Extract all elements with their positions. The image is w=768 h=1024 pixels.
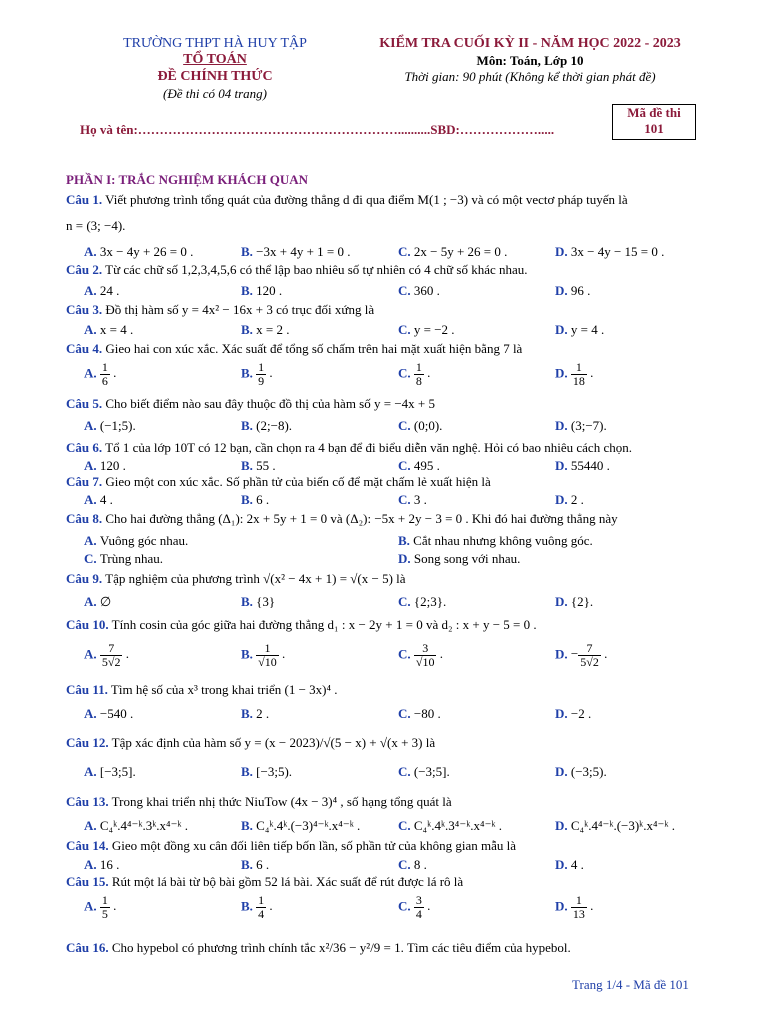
option-b[interactable] bbox=[241, 458, 276, 474]
option-value: 2 . bbox=[570, 492, 584, 507]
exam-code: 101 bbox=[644, 121, 664, 136]
option-d[interactable] bbox=[555, 818, 675, 834]
option-letter: B. bbox=[398, 533, 414, 548]
option-value: 4 . bbox=[570, 857, 584, 872]
option-letter: B. bbox=[241, 322, 257, 337]
option-b[interactable] bbox=[241, 764, 292, 780]
question-text: Cho hai đường thẳng (Δ₁): 2x + 5y + 1 = 0 và (Δ₂): −5x + 2y − 3 = 0 . Khi đó hai đường thẳng này bbox=[102, 511, 618, 526]
option-value: 8 . bbox=[413, 857, 427, 872]
option-letter: C. bbox=[398, 458, 414, 473]
option-c[interactable] bbox=[398, 818, 502, 834]
option-letter: C. bbox=[398, 283, 414, 298]
option-a[interactable] bbox=[84, 283, 119, 299]
option-letter: B. bbox=[241, 492, 257, 507]
option-d[interactable] bbox=[555, 283, 590, 299]
option-value: C₄ᵏ.4⁴⁻ᵏ.(−3)ᵏ.x⁴⁻ᵏ . bbox=[570, 818, 676, 833]
option-letter: D. bbox=[555, 706, 571, 721]
option-letter: A. bbox=[84, 898, 100, 914]
option-letter: D. bbox=[555, 418, 571, 433]
option-letter: D. bbox=[555, 594, 571, 609]
option-letter: C. bbox=[398, 857, 414, 872]
option-a[interactable] bbox=[84, 458, 126, 474]
option-letter: C. bbox=[398, 594, 414, 609]
option-letter: A. bbox=[84, 322, 100, 337]
department: TỔ TOÁN bbox=[183, 52, 247, 67]
option-c[interactable] bbox=[398, 894, 430, 921]
question-text: Tổ 1 của lớp 10T có 12 bạn, cần chọn ra 4 bạn để đi biểu diễn văn nghệ. Hỏi có bao nhiêu cách chọn. bbox=[102, 440, 632, 455]
option-letter: D. bbox=[555, 646, 571, 662]
option-value: $\frac{1}{18}$ . bbox=[572, 360, 594, 388]
option-value: Song song với nhau. bbox=[413, 551, 521, 566]
option-a[interactable] bbox=[84, 764, 136, 780]
option-c[interactable] bbox=[398, 418, 442, 434]
option-letter: D. bbox=[555, 764, 571, 779]
option-d[interactable] bbox=[555, 857, 584, 873]
question-label: Câu 15. bbox=[66, 874, 109, 889]
option-letter: B. bbox=[241, 818, 257, 833]
option-value: $\frac{3}{4}$ . bbox=[415, 893, 431, 921]
question-12 bbox=[66, 735, 706, 751]
question-text: Tập xác định của hàm số y = (x − 2023)/√(5 − x) + √(x + 3) là bbox=[108, 735, 436, 750]
option-value: $\frac{1}{√10}$ . bbox=[258, 641, 286, 669]
option-a[interactable] bbox=[84, 894, 116, 921]
option-value: C₄ᵏ.4⁴⁻ᵏ.3ᵏ.x⁴⁻ᵏ . bbox=[99, 818, 189, 833]
option-letter: A. bbox=[84, 365, 100, 381]
option-letter: C. bbox=[398, 244, 414, 259]
name-sbd-line: Họ và tên:……………………………………………………..........SBD:………………..... bbox=[80, 122, 555, 137]
option-value: −3x + 4y + 1 = 0 . bbox=[256, 244, 351, 259]
option-b[interactable] bbox=[241, 492, 269, 508]
question-16 bbox=[66, 940, 706, 956]
option-b[interactable] bbox=[241, 642, 285, 669]
option-a[interactable] bbox=[84, 322, 133, 338]
option-b[interactable] bbox=[241, 894, 273, 921]
option-value: x = 4 . bbox=[99, 322, 134, 337]
option-d[interactable] bbox=[555, 322, 604, 338]
option-letter: D. bbox=[555, 898, 571, 914]
question-text: Đồ thị hàm số y = 4x² − 16x + 3 có trục đối xứng là bbox=[102, 302, 375, 317]
option-c[interactable] bbox=[398, 361, 430, 388]
option-value: 6 . bbox=[256, 492, 270, 507]
option-value: (−1;5). bbox=[99, 418, 136, 433]
option-b[interactable] bbox=[241, 244, 351, 260]
question-11 bbox=[66, 682, 706, 698]
option-letter: A. bbox=[84, 458, 100, 473]
option-value: −540 . bbox=[99, 706, 134, 721]
question-text: Gieo hai con xúc xắc. Xác suất để tổng số chấm trên hai mặt xuất hiện bằng 7 là bbox=[102, 341, 523, 356]
pages-note: (Đề thi có 04 trang) bbox=[163, 86, 267, 101]
question-label: Câu 14. bbox=[66, 838, 109, 853]
option-letter: C. bbox=[398, 646, 414, 662]
question-label: Câu 1. bbox=[66, 192, 103, 207]
option-value: {2}. bbox=[570, 594, 594, 609]
option-b[interactable] bbox=[241, 818, 360, 834]
option-letter: A. bbox=[84, 244, 100, 259]
option-letter: B. bbox=[241, 706, 257, 721]
option-d[interactable] bbox=[555, 706, 591, 722]
option-letter: A. bbox=[84, 818, 100, 833]
option-value: −2 . bbox=[570, 706, 592, 721]
option-value: {2;3}. bbox=[413, 594, 447, 609]
option-b[interactable] bbox=[241, 857, 269, 873]
question-7 bbox=[66, 474, 706, 490]
question-label: Câu 16. bbox=[66, 940, 109, 955]
page-footer: Trang 1/4 - Mã đề 101 bbox=[572, 977, 689, 992]
option-d[interactable] bbox=[398, 551, 520, 567]
option-value: 360 . bbox=[413, 283, 440, 298]
exam-time: Thời gian: 90 phút (Không kể thời gian phát đề) bbox=[404, 69, 656, 84]
option-letter: D. bbox=[555, 818, 571, 833]
option-letter: A. bbox=[84, 533, 100, 548]
option-value: 4 . bbox=[99, 492, 113, 507]
option-d[interactable] bbox=[555, 764, 607, 780]
question-15 bbox=[66, 874, 706, 890]
option-value: $\frac{1}{4}$ . bbox=[258, 893, 273, 921]
option-a[interactable] bbox=[84, 361, 116, 388]
option-letter: A. bbox=[84, 418, 100, 433]
option-letter: B. bbox=[241, 244, 257, 259]
question-13 bbox=[66, 794, 706, 810]
exam-code-label: Mã đề thi bbox=[627, 105, 681, 120]
question-text: Gieo một con xúc xắc. Số phần tử của biến cố để mặt chấm lẻ xuất hiện là bbox=[102, 474, 491, 489]
option-letter: B. bbox=[241, 764, 257, 779]
option-value: C₄ᵏ.4ᵏ.(−3)⁴⁻ᵏ.x⁴⁻ᵏ . bbox=[256, 818, 361, 833]
option-letter: A. bbox=[84, 594, 100, 609]
option-c[interactable] bbox=[398, 492, 427, 508]
option-letter: D. bbox=[555, 365, 571, 381]
option-value: (−3;5]. bbox=[413, 764, 450, 779]
option-value: 24 . bbox=[99, 283, 120, 298]
option-letter: B. bbox=[241, 418, 257, 433]
option-a[interactable] bbox=[84, 533, 188, 549]
option-value: (0;0). bbox=[413, 418, 443, 433]
question-text-continued: n = (3; −4). bbox=[66, 218, 126, 233]
question-1 bbox=[66, 192, 706, 208]
option-value: Cắt nhau nhưng không vuông góc. bbox=[413, 533, 593, 548]
question-6 bbox=[66, 440, 706, 456]
option-value: 96 . bbox=[570, 283, 591, 298]
question-4 bbox=[66, 341, 706, 357]
subject: Môn: Toán, Lớp 10 bbox=[476, 53, 584, 68]
option-a[interactable] bbox=[84, 706, 133, 722]
question-label: Câu 11. bbox=[66, 682, 108, 697]
option-letter: D. bbox=[555, 857, 571, 872]
exam-code-box bbox=[612, 104, 696, 140]
option-value: $\frac{1}{9}$ . bbox=[258, 360, 273, 388]
option-a[interactable] bbox=[84, 418, 136, 434]
option-letter: A. bbox=[84, 646, 100, 662]
option-value: 3 . bbox=[413, 492, 427, 507]
exam-title: KIỂM TRA CUỐI KỲ II - NĂM HỌC 2022 - 2023 bbox=[379, 36, 681, 51]
option-value: ∅ bbox=[99, 594, 112, 609]
option-value: 3x − 4y − 15 = 0 . bbox=[570, 244, 665, 259]
question-14 bbox=[66, 838, 706, 854]
option-letter: D. bbox=[555, 283, 571, 298]
question-3 bbox=[66, 302, 706, 318]
option-c[interactable] bbox=[398, 244, 507, 260]
option-value: y = −2 . bbox=[413, 322, 455, 337]
option-letter: D. bbox=[555, 458, 571, 473]
option-a[interactable] bbox=[84, 818, 188, 834]
question-text: Tập nghiệm của phương trình √(x² − 4x + 1) = √(x − 5) là bbox=[102, 571, 406, 586]
option-value: Vuông góc nhau. bbox=[99, 533, 189, 548]
option-value: $\frac{7}{5√2}$ . bbox=[101, 641, 129, 669]
option-letter: B. bbox=[241, 646, 257, 662]
option-d[interactable] bbox=[555, 244, 664, 260]
question-label: Câu 5. bbox=[66, 396, 103, 411]
option-value: (2;−8). bbox=[256, 418, 293, 433]
option-d[interactable] bbox=[555, 642, 607, 669]
option-value: C₄ᵏ.4ᵏ.3⁴⁻ᵏ.x⁴⁻ᵏ . bbox=[413, 818, 503, 833]
question-2 bbox=[66, 262, 706, 278]
option-letter: A. bbox=[84, 492, 100, 507]
option-value: 120 . bbox=[99, 458, 126, 473]
question-label: Câu 8. bbox=[66, 511, 103, 526]
option-value: 495 . bbox=[413, 458, 440, 473]
option-letter: C. bbox=[398, 365, 414, 381]
option-d[interactable] bbox=[555, 594, 593, 610]
option-c[interactable] bbox=[398, 594, 446, 610]
question-text: Viết phương trình tổng quát của đường thẳng d đi qua điểm M(1 ; −3) và có một vectơ pháp tuyến là bbox=[102, 192, 628, 207]
question-text: Cho biết điểm nào sau đây thuộc đồ thị của hàm số y = −4x + 5 bbox=[102, 396, 435, 411]
option-b[interactable] bbox=[398, 533, 593, 549]
option-value: 2 . bbox=[256, 706, 270, 721]
option-value: [−3;5). bbox=[256, 764, 293, 779]
option-c[interactable] bbox=[84, 551, 163, 567]
option-value: [−3;5]. bbox=[99, 764, 136, 779]
option-a[interactable] bbox=[84, 594, 111, 610]
option-b[interactable] bbox=[241, 322, 290, 338]
option-value: 55440 . bbox=[570, 458, 610, 473]
option-c[interactable] bbox=[398, 283, 440, 299]
question-label: Câu 10. bbox=[66, 617, 109, 632]
option-b[interactable] bbox=[241, 283, 282, 299]
option-value: 6 . bbox=[256, 857, 270, 872]
school-name: TRƯỜNG THPT HÀ HUY TẬP bbox=[123, 36, 307, 51]
question-9 bbox=[66, 571, 706, 587]
option-letter: C. bbox=[84, 551, 100, 566]
question-8 bbox=[66, 511, 706, 527]
option-d[interactable] bbox=[555, 361, 593, 388]
option-value: $\frac{1}{5}$ . bbox=[101, 893, 117, 921]
option-letter: C. bbox=[398, 818, 414, 833]
question-label: Câu 12. bbox=[66, 735, 109, 750]
option-letter: B. bbox=[241, 857, 257, 872]
question-text: Rút một lá bài từ bộ bài gồm 52 lá bài. Xác suất để rút được lá rô là bbox=[108, 874, 464, 889]
question-label: Câu 3. bbox=[66, 302, 103, 317]
option-a[interactable] bbox=[84, 857, 119, 873]
option-c[interactable] bbox=[398, 642, 443, 669]
question-label: Câu 9. bbox=[66, 571, 103, 586]
option-value: $\frac{1}{13}$ . bbox=[572, 893, 594, 921]
option-value: 16 . bbox=[99, 857, 120, 872]
option-a[interactable] bbox=[84, 492, 113, 508]
option-value: 2x − 5y + 26 = 0 . bbox=[413, 244, 508, 259]
question-5 bbox=[66, 396, 706, 412]
option-c[interactable] bbox=[398, 764, 450, 780]
question-label: Câu 2. bbox=[66, 262, 103, 277]
option-letter: B. bbox=[241, 898, 257, 914]
question-text: Gieo một đồng xu cân đối liên tiếp bốn lần, số phần tử của không gian mẫu là bbox=[108, 838, 517, 853]
question-label: Câu 6. bbox=[66, 440, 103, 455]
option-letter: B. bbox=[241, 283, 257, 298]
option-value: $\frac{1}{6}$ . bbox=[101, 360, 117, 388]
option-letter: C. bbox=[398, 322, 414, 337]
option-value: Trùng nhau. bbox=[99, 551, 163, 566]
option-c[interactable] bbox=[398, 322, 455, 338]
question-label: Câu 7. bbox=[66, 474, 103, 489]
option-value: y = 4 . bbox=[570, 322, 605, 337]
option-value: $\frac{1}{8}$ . bbox=[415, 360, 431, 388]
section-title: PHẦN I: TRẮC NGHIỆM KHÁCH QUAN bbox=[66, 172, 309, 187]
question-label: Câu 13. bbox=[66, 794, 109, 809]
question-text: Từ các chữ số 1,2,3,4,5,6 có thể lập bao nhiêu số tự nhiên có 4 chữ số khác nhau. bbox=[102, 262, 528, 277]
option-b[interactable] bbox=[241, 418, 292, 434]
option-value: (−3;5). bbox=[570, 764, 607, 779]
option-value: 55 . bbox=[256, 458, 276, 473]
option-letter: D. bbox=[398, 551, 414, 566]
option-d[interactable] bbox=[555, 458, 610, 474]
option-letter: C. bbox=[398, 764, 414, 779]
option-value: 120 . bbox=[256, 283, 283, 298]
question-text: Trong khai triển nhị thức NiuTow (4x − 3)⁴ , số hạng tổng quát là bbox=[108, 794, 452, 809]
option-letter: D. bbox=[555, 322, 571, 337]
option-value: x = 2 . bbox=[256, 322, 290, 337]
question-label: Câu 4. bbox=[66, 341, 103, 356]
option-d[interactable] bbox=[555, 418, 607, 434]
option-letter: B. bbox=[241, 365, 257, 381]
option-letter: A. bbox=[84, 857, 100, 872]
option-letter: C. bbox=[398, 418, 414, 433]
option-letter: C. bbox=[398, 898, 414, 914]
option-c[interactable] bbox=[398, 857, 427, 873]
option-letter: C. bbox=[398, 706, 414, 721]
option-value: 3x − 4y + 26 = 0 . bbox=[99, 244, 194, 259]
option-value: $\frac{3}{√10}$ . bbox=[415, 641, 443, 669]
question-text: Cho hypebol có phương trình chính tắc x²/36 − y²/9 = 1. Tìm các tiêu điểm của hypebol. bbox=[108, 940, 571, 955]
option-letter: D. bbox=[555, 244, 571, 259]
option-letter: A. bbox=[84, 706, 100, 721]
option-letter: C. bbox=[398, 492, 414, 507]
option-letter: B. bbox=[241, 594, 257, 609]
option-c[interactable] bbox=[398, 458, 440, 474]
option-value: − $\frac{7}{5√2}$ . bbox=[570, 641, 608, 669]
question-10 bbox=[66, 617, 706, 633]
option-a[interactable] bbox=[84, 642, 129, 669]
option-letter: A. bbox=[84, 764, 100, 779]
option-value: {3} bbox=[256, 594, 276, 609]
option-b[interactable] bbox=[241, 361, 273, 388]
option-letter: B. bbox=[241, 458, 257, 473]
option-d[interactable] bbox=[555, 492, 584, 508]
question-text: Tính cosin của góc giữa hai đường thẳng d₁ : x − 2y + 1 = 0 và d₂ : x + y − 5 = 0 . bbox=[108, 617, 537, 632]
option-a[interactable] bbox=[84, 244, 193, 260]
option-value: (3;−7). bbox=[570, 418, 607, 433]
official-label: ĐỀ CHÍNH THỨC bbox=[157, 69, 273, 84]
option-letter: A. bbox=[84, 283, 100, 298]
option-value: −80 . bbox=[413, 706, 441, 721]
option-d[interactable] bbox=[555, 894, 593, 921]
option-c[interactable] bbox=[398, 706, 441, 722]
option-b[interactable] bbox=[241, 706, 269, 722]
option-b[interactable] bbox=[241, 594, 275, 610]
question-text: Tìm hệ số của x³ trong khai triển (1 − 3x)⁴ . bbox=[107, 682, 338, 697]
option-letter: D. bbox=[555, 492, 571, 507]
